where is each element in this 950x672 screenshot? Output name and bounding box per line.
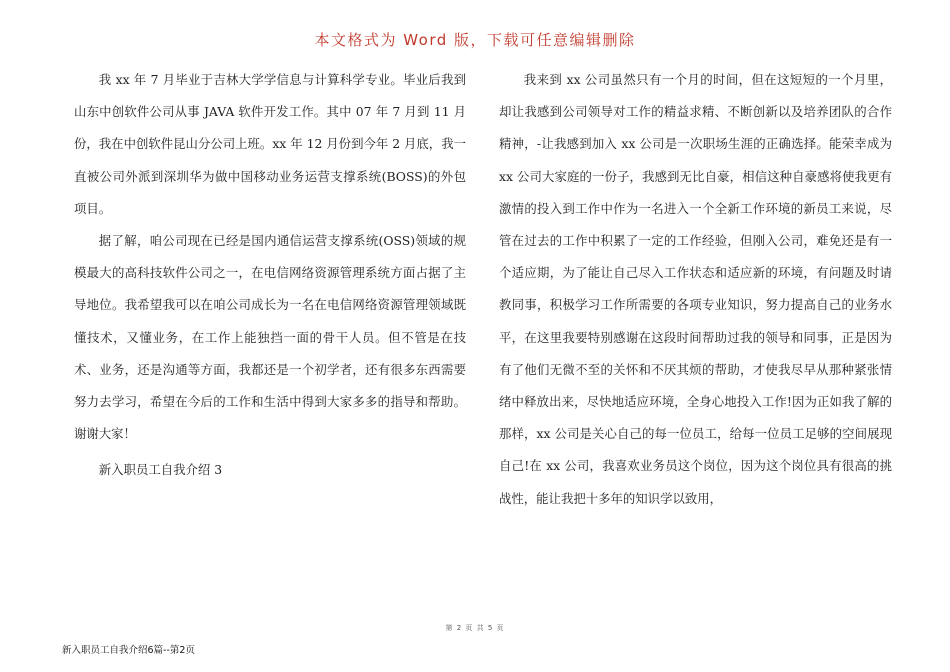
paragraph-graduation: 我 xx 年 7 月毕业于吉林大学学信息与计算科学专业。毕业后我到山东中创软件公司从事 JAVA 软件开发工作。其中 07 年 7 月到 11 月份，我在中创软件昆山分公司上班。xx 年 12 月份到今年 2 月底，我一直被公司外派到深圳华为做中国移动业务运营支撑系统(BOSS)的外包项目。 bbox=[74, 72, 466, 216]
section-heading: 新入职员工自我介绍 3 bbox=[98, 462, 223, 478]
left-text-column bbox=[74, 64, 466, 487]
document-notice-header: 本文格式为 Word 版，下载可任意编辑删除 bbox=[314, 31, 636, 49]
right-text-column bbox=[499, 64, 892, 515]
footer-document-title: 新入职员工自我介绍6篇--第2页 bbox=[62, 645, 195, 656]
paragraph-company-goals: 据了解，咱公司现在已经是国内通信运营支撑系统(OSS)领域的规模最大的高科技软件公司之一，在电信网络资源管理系统方面占据了主导地位。我希望我可以在咱公司成长为一名在电信网络资源管理领域既懂技术，又懂业务，在工作上能独挡一面的骨干人员。但不管是在技术、业务，还是沟通等方面，我都还是一个初学者，还有很多东西需要努力去学习，希望在今后的工作和生活中得到大家多多的指导和帮助。谢谢大家！ bbox=[74, 233, 466, 442]
page-number: 第 2 页 共 5 页 bbox=[445, 624, 505, 632]
paragraph-first-month: 我来到 xx 公司虽然只有一个月的时间，但在这短短的一个月里，却让我感到公司领导对工作的精益求精、不断创新以及培养团队的合作精神，-让我感到加入 xx 公司是一次职场生涯的正确选择。能荣幸成为 xx 公司大家庭的一份子，我感到无比自豪，相信这种自豪感将使我更有激情的投入到工作中作为一名进入一个全新工作环境的新员工来说，尽管在过去的工作中积累了一定的工作经验，但刚入公司，难免还是有一个适应期，为了能让自己尽入工作状态和适应新的环境，有问题及时请教同事，积极学习工作所需要的各项专业知识，努力提高自己的业务水平，在这里我要特别感谢在这段时间帮助过我的领导和同事，正是因为有了他们无微不至的关怀和不厌其烦的帮助，才使我尽早从那种紧张情绪中释放出来，尽快地适应环境，全身心地投入工作!因为正如我了解的那样，xx 公司是关心自己的每一位员工，给每一位员工足够的空间展现自己!在 xx 公司，我喜欢业务员这个岗位，因为这个岗位具有很高的挑战性，能让我把十多年的知识学以致用， bbox=[499, 72, 892, 506]
